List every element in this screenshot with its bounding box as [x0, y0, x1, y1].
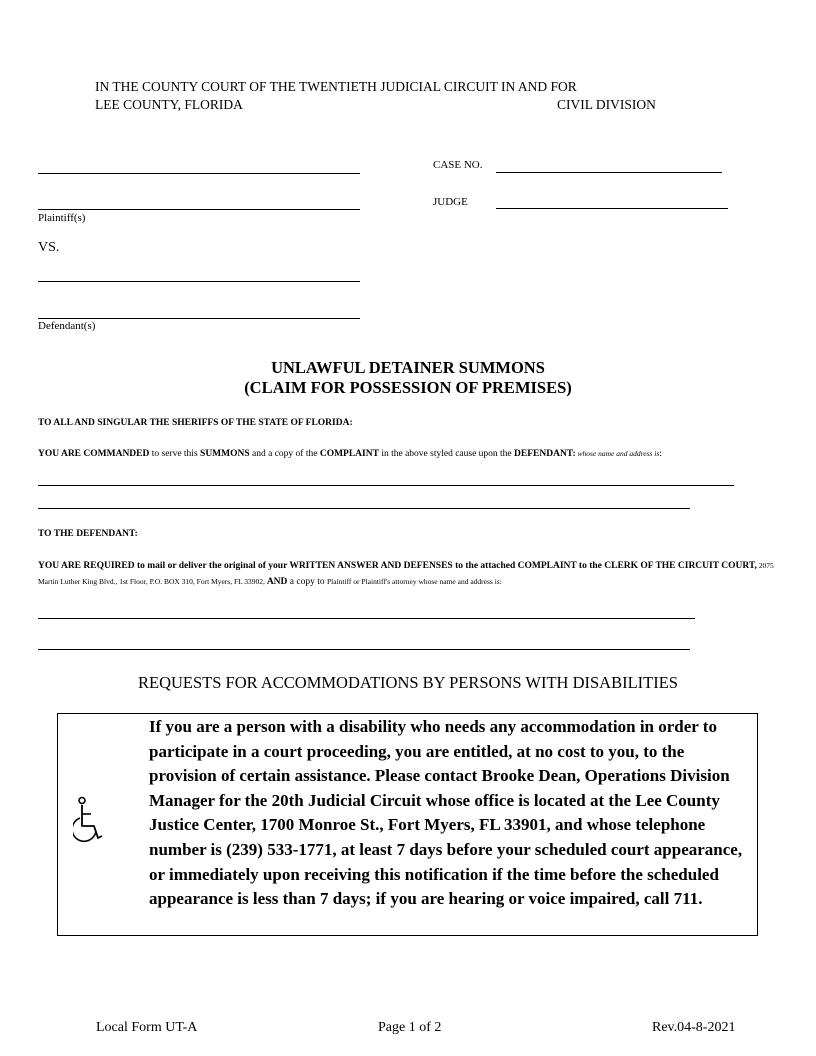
commanded-colon: :: [659, 449, 662, 459]
required-copy-to: a copy to: [287, 577, 327, 587]
clerk-address: 2075 Martin Luther King Blvd., 1st Floor, P.O. BOX 310, Fort Myers, FL 33902,: [38, 561, 774, 586]
commanded-paragraph: [38, 449, 662, 459]
defendant-line-1[interactable]: [38, 281, 360, 282]
form-subtitle: (CLAIM FOR POSSESSION OF PREMISES): [244, 378, 572, 397]
plaintiff-line-2[interactable]: [38, 209, 360, 210]
versus-label: VS.: [38, 240, 60, 255]
division-label: CIVIL DIVISION: [557, 97, 656, 112]
commanded-complaint: COMPLAINT: [319, 449, 379, 459]
wheelchair-icon: [73, 796, 105, 850]
commanded-whose-name: whose name and address is: [575, 449, 660, 458]
court-heading-line1: IN THE COUNTY COURT OF THE TWENTIETH JUDICIAL CIRCUIT IN AND FOR: [95, 79, 577, 94]
commanded-lead: YOU ARE COMMANDED: [38, 449, 150, 459]
accommodations-heading: REQUESTS FOR ACCOMMODATIONS BY PERSONS WITH DISABILITIES: [138, 673, 678, 692]
judge-label: JUDGE: [433, 196, 468, 208]
case-no-label: CASE NO.: [433, 159, 483, 171]
defendant-address-line-2[interactable]: [38, 508, 690, 509]
commanded-text-c: in the above styled cause upon the: [378, 449, 515, 459]
required-paragraph: [38, 558, 783, 590]
footer-page-number: Page 1 of 2: [378, 1020, 442, 1035]
form-title: UNLAWFUL DETAINER SUMMONS: [271, 358, 545, 377]
plaintiff-label: Plaintiff(s): [38, 212, 86, 224]
attorney-address-line-1[interactable]: [38, 618, 695, 619]
judge-field[interactable]: [496, 208, 728, 209]
commanded-defendant: DEFENDANT:: [514, 449, 576, 459]
plaintiff-attorney-text: Plaintiff or Plaintiff's attorney whose name and address is:: [326, 577, 502, 586]
required-lead: YOU ARE REQUIRED to mail or deliver the original of your WRITTEN ANSWER AND DEFENSES to the attached COMPLAINT to the CLERK OF THE CIRCUIT COURT,: [38, 561, 757, 571]
commanded-text-b: and a copy of the: [249, 449, 320, 459]
commanded-summons: SUMMONS: [200, 449, 250, 459]
defendant-label: Defendant(s): [38, 320, 96, 332]
to-sheriffs-line: TO ALL AND SINGULAR THE SHERIFFS OF THE STATE OF FLORIDA:: [38, 418, 353, 428]
accommodations-box: [57, 713, 758, 936]
court-heading-line2: LEE COUNTY, FLORIDA: [95, 97, 243, 112]
plaintiff-line-1[interactable]: [38, 173, 360, 174]
to-defendant-line: TO THE DEFENDANT:: [38, 529, 138, 539]
case-no-field[interactable]: [496, 172, 722, 173]
defendant-line-2[interactable]: [38, 318, 360, 319]
accommodations-text: If you are a person with a disability who needs any accommodation in order to participate in a court proceeding, you are entitled, at no cost to you, to the provision of certain assistance. Please contact Brooke Dean, Operations Division Manager for the 20th Judicial Circuit whose office is located at the Lee County Justice Center, 1700 Monroe St., Fort Myers, FL 33901, and whose telephone number is (239) 533-1771, at least 7 days before your scheduled court appearance, or immediately upon receiving this notification if the time before the scheduled appearance is less than 7 days; if you are hearing or voice impaired, call 711.: [149, 717, 743, 909]
attorney-address-line-2[interactable]: [38, 649, 690, 650]
footer-revision: Rev.04-8-2021: [652, 1020, 736, 1035]
required-and: AND: [266, 577, 288, 587]
commanded-text-a: to serve this: [149, 449, 201, 459]
footer-form-number: Local Form UT-A: [96, 1020, 198, 1035]
defendant-address-line-1[interactable]: [38, 485, 734, 486]
